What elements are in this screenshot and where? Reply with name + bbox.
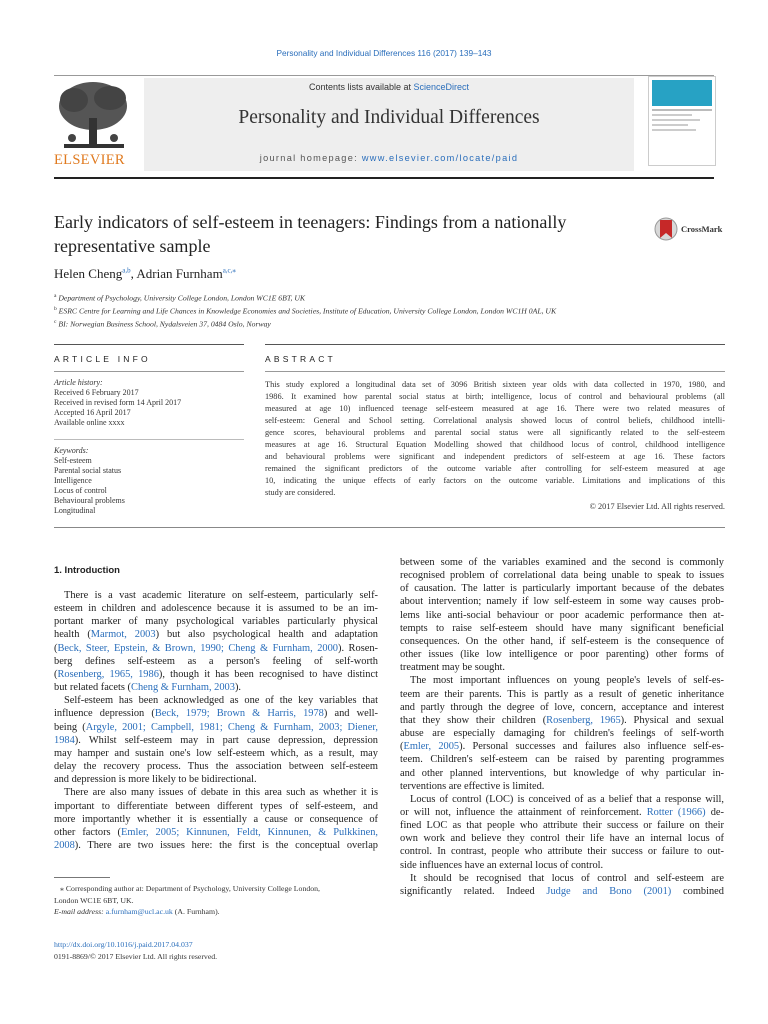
- crossmark-icon: [654, 216, 678, 242]
- abstract-line: gence scores, behavioural problems and parental social status were all significantly related to the self-esteem: [265, 428, 725, 437]
- publisher-wordmark: ELSEVIER: [54, 152, 125, 168]
- abstract-line: measured at age 10) influenced teenage self-esteem measured at age 16. There were two related measures of: [265, 404, 725, 413]
- body-text-line: side influences have an external locus of control.: [400, 859, 604, 871]
- body-text-line: It should be recognised that locus of control and self-esteem are: [410, 872, 724, 884]
- body-text-line: about intervention; namely if low self-esteem in some way causes prob-: [400, 596, 724, 608]
- citation-link[interactable]: Beck, Steer, Epstein, & Brown, 1990; Cheng & Furnham, 2000: [57, 642, 338, 654]
- article-info-rule-2: [54, 371, 244, 372]
- crossmark-label: CrossMark: [681, 224, 723, 234]
- body-text-line: 1984). Whilst self-esteem may in part cause depression, depression: [54, 734, 378, 746]
- abstract-rule-2: [265, 371, 725, 372]
- body-text-line: and depression is more likely to be bidirectional.: [54, 774, 257, 786]
- body-text-line: influence depression (Beck, 1979; Brown & Harris, 1978) and well-: [54, 708, 378, 720]
- citation-link[interactable]: Argyle, 2001; Campbell, 1981; Cheng & Furnham, 2003; Diener,: [85, 721, 378, 733]
- citation-link[interactable]: 1984: [54, 734, 75, 746]
- history-revised: Received in revised form 14 April 2017: [54, 398, 182, 407]
- keyword-item: Locus of control: [54, 486, 107, 495]
- body-text-line: but related facets (Cheng & Furnham, 2003).: [54, 682, 241, 694]
- sciencedirect-link[interactable]: ScienceDirect: [413, 82, 470, 92]
- affiliation-c: $^c$ BI: Norwegian Business School, Nydalsveien 37, 0484 Oslo, Norway: [54, 318, 271, 329]
- citation-link[interactable]: Beck, 1979; Brown & Harris, 1978: [154, 708, 324, 720]
- body-text-line: being (Argyle, 2001; Campbell, 1981; Cheng & Furnham, 2003; Diener,: [54, 721, 378, 733]
- authors: Helen Cheng$^{a,b}$, Adrian Furnham$^{a,c,⁎}$: [54, 266, 236, 281]
- keywords-rule: [54, 439, 244, 440]
- keyword-item: Behavioural problems: [54, 496, 125, 505]
- body-text-line: may hamper and sustain one's low self-esteem which, as a result, may: [54, 747, 378, 759]
- body-text-line: terventions are effective is limited.: [400, 780, 545, 792]
- body-column-right: [400, 556, 724, 898]
- journal-homepage: journal homepage: www.elsevier.com/locate/paid: [259, 153, 519, 163]
- abstract-line: 1986. It examined how parental social status at birth; intelligence, locus of control and behavioural problems (all: [265, 392, 725, 401]
- citation-link[interactable]: Emler, 2005; Kinnunen, Feldt, Kinnunen, & Pulkkinen,: [121, 826, 378, 838]
- body-text-line: 2008). There are two issues here: the first is the conceptual overlap: [54, 839, 378, 851]
- citation-link[interactable]: Judge and Bono (2001): [546, 885, 672, 897]
- journal-cover-image[interactable]: [648, 76, 716, 166]
- doi-link[interactable]: http://dx.doi.org/10.1016/j.paid.2017.04.037: [54, 940, 193, 949]
- header-bottom-rule: [54, 177, 714, 179]
- body-text-line: Self-esteem has been acknowledged as one of the key variables that: [64, 695, 378, 707]
- author-cheng-affil[interactable]: a,b: [122, 266, 131, 275]
- body-text-line: consequences. On the other hand, if self-esteem is the consequence of: [400, 635, 724, 647]
- citation-link[interactable]: 2008: [54, 839, 75, 851]
- abstract-copyright: © 2017 Elsevier Ltd. All rights reserved.: [589, 502, 725, 511]
- abstract-line: remained the significant predictors of the outcome variable after controlling for self-esteem measured at age: [265, 464, 725, 473]
- body-text-line: and partly through the degree of love, concern, acceptance and interest: [400, 701, 724, 713]
- author-cheng[interactable]: Helen Cheng: [54, 266, 123, 281]
- citation-link[interactable]: Rosenberg, 1965, 1986: [57, 668, 159, 680]
- author-furnham-affil[interactable]: a,c,⁎: [222, 266, 236, 275]
- body-text-line: and other planned interventions, but knowledge of why particular in-: [400, 767, 724, 779]
- abstract-rule: [265, 344, 725, 345]
- crossmark-button[interactable]: [654, 216, 726, 244]
- article-history: Article history: Received 6 February 2017 Received in revised form 14 April 2017 Accepted 16 April 2017 Available online xxxx: [54, 378, 244, 428]
- keyword-item: Parental social status: [54, 466, 122, 475]
- abstract-text: [265, 379, 725, 499]
- keywords: Keywords: Self-esteem Parental social status Intelligence Locus of control Behavioural problems Longitudinal: [54, 446, 244, 516]
- affiliation-a: $^a$ Department of Psychology, University College London, London WC1E 6BT, UK: [54, 293, 306, 303]
- body-text-line: that they show their children (Rosenberg, 1965). Physical and sexual: [400, 714, 724, 726]
- body-text-line: berg defines self-esteem as a person's feeling of self-worth: [54, 655, 378, 667]
- contents-line: Contents lists available at ScienceDirect: [308, 82, 470, 92]
- body-text-line: (Rosenberg, 1965, 1986), though it has been recognised to have distinct: [54, 668, 378, 680]
- citation-link[interactable]: Marmot, 2003: [90, 629, 156, 641]
- affiliations: [54, 291, 556, 330]
- journal-title: Personality and Individual Differences: [238, 107, 540, 128]
- body-text-line: health (Marmot, 2003) but also psychological health and adaptation: [54, 629, 378, 641]
- citation-link[interactable]: Rotter (1966): [646, 806, 706, 818]
- homepage-link[interactable]: www.elsevier.com/locate/paid: [361, 153, 519, 163]
- abstract-line: This study explored a longitudinal data set of 3096 British sixteen year olds with data collected in 1970, 1980, and: [265, 380, 725, 389]
- history-accepted: Accepted 16 April 2017: [54, 408, 131, 417]
- body-text-line: The most important influences on young people's levels of self-es-: [410, 675, 724, 687]
- corresponding-author-footnote: ⁎ Corresponding author at: Department of Psychology, University College London, London WC1E 6BT, UK. E-mail address: a.furnham@ucl.ac.uk (A. Furnham).: [54, 884, 320, 916]
- abstract-line: self-esteem: General and School setting. Correlational analysis showed locus of control beliefs, childhood intelli-: [265, 416, 725, 425]
- body-text-line: abuse are especially damaging for children's feelings of self-worth: [400, 728, 724, 740]
- body-text-line: or will not, influence the attainment of reinforcement. Rotter (1966) de-: [400, 806, 724, 818]
- section-heading-introduction: 1. Introduction: [54, 565, 120, 576]
- body-text-line: recognised problem of correlational data being unable to speak to issues: [400, 570, 724, 582]
- body-text-line: lems like anti-social behaviour or poor academic performance then at-: [400, 609, 724, 621]
- abstract-bottom-rule: [54, 527, 725, 528]
- body-text-line: control. In contrast, people who attribute their success or failure to out-: [400, 846, 724, 858]
- footnote-rule: [54, 877, 110, 878]
- body-text-line: fined LOC as that people who attribute their success or failure on their: [400, 820, 724, 832]
- body-text-line: There are also many issues of debate in this area such as whether it is: [64, 787, 378, 799]
- header-top-rule: [54, 75, 714, 76]
- affiliation-b: $^b$ ESRC Centre for Learning and Life Chances in Knowledge Economies and Societies, Institute of Education, University College London, London WC1H 0AL, UK: [54, 305, 557, 316]
- body-text-line: delay the recovery process. Thus the association between self-esteem: [54, 761, 378, 773]
- citation-link[interactable]: Emler, 2005: [403, 741, 460, 753]
- author-email-link[interactable]: a.furnham@ucl.ac.uk: [105, 907, 173, 916]
- history-online: Available online xxxx: [54, 418, 125, 427]
- body-text-line: teem. Children's self-esteem can be raised by parenting programmes: [400, 754, 724, 766]
- body-text-line: other issues (like low intelligence or poor parenting) other forms of: [400, 649, 724, 661]
- keyword-item: Self-esteem: [54, 456, 92, 465]
- author-furnham[interactable]: Adrian Furnham: [136, 266, 223, 281]
- issn-line: 0191-8869/© 2017 Elsevier Ltd. All rights reserved.: [54, 952, 218, 961]
- body-text-line: (Emler, 2005). Personal successes and failures also influence self-es-: [400, 741, 724, 753]
- abstract-line: and behavioural problems were significant and independent predictors of self-esteem at age 16. These factors: [265, 452, 725, 461]
- body-text-line: treatment may be sought.: [400, 662, 506, 674]
- abstract-line: measures at age 16. Structural Equation Modelling showed that childhood locus of control, childhood intelligence: [265, 440, 725, 449]
- article-title-line-1: Early indicators of self-esteem in teenagers: Findings from a nationally: [54, 212, 567, 232]
- elsevier-logo: [52, 78, 134, 170]
- body-text-line: teem are their parents. This is partly as a result of genetic inheritance: [400, 688, 724, 700]
- history-received: Received 6 February 2017: [54, 388, 139, 397]
- keyword-item: Intelligence: [54, 476, 92, 485]
- body-text-line: (Beck, Steer, Epstein, & Brown, 1990; Cheng & Furnham, 2000). Rosen-: [54, 642, 378, 654]
- body-text-line: between some of the variables examined and the second is commonly: [400, 557, 724, 568]
- body-text-line: own work and believe they control their life have an internal locus of: [400, 833, 724, 845]
- body-column-left: [54, 589, 378, 852]
- abstract-line: study are considered.: [265, 488, 336, 497]
- article-info-rule: [54, 344, 244, 345]
- tree-icon: [52, 78, 134, 156]
- article-info-heading: ARTICLE INFO: [54, 354, 151, 364]
- body-text-line: esteem in children and adolescence because it is assumed to be an im-: [54, 603, 378, 615]
- body-text-line: important to differentiate between different types of self-esteem, and: [54, 800, 378, 812]
- body-text-line: Locus of control (LOC) is conceived of as a belief that a response will,: [410, 793, 724, 805]
- citation-link[interactable]: Rosenberg, 1965: [546, 714, 621, 726]
- body-text-line: other factors (Emler, 2005; Kinnunen, Feldt, Kinnunen, & Pulkkinen,: [54, 826, 378, 838]
- body-text-line: portant marker of many psychological variables particularly physical: [54, 616, 378, 628]
- abstract-heading: ABSTRACT: [265, 354, 336, 364]
- abstract-line: 10, indicating the unique effects of early factors on the outcome variable. Limitations and implications of this: [265, 476, 725, 485]
- body-text-line: There is a vast academic literature on self-esteem, particularly self-: [64, 590, 378, 601]
- body-text-line: of causation. The latter is particularly important because of the debates: [400, 583, 724, 595]
- body-text-line: more importantly whether it is essentially a cause or consequence of: [54, 813, 378, 825]
- keyword-item: Longitudinal: [54, 506, 96, 515]
- body-text-line: significantly related. Indeed Judge and Bono (2001) combined: [400, 885, 724, 897]
- citation-link[interactable]: Cheng & Furnham, 2003: [131, 682, 235, 694]
- body-text-line: tempts to raise self-esteem should have many significant beneficial: [400, 622, 724, 634]
- running-head[interactable]: Personality and Individual Differences 116 (2017) 139–143: [276, 48, 492, 58]
- article-title-line-2: representative sample: [54, 236, 211, 256]
